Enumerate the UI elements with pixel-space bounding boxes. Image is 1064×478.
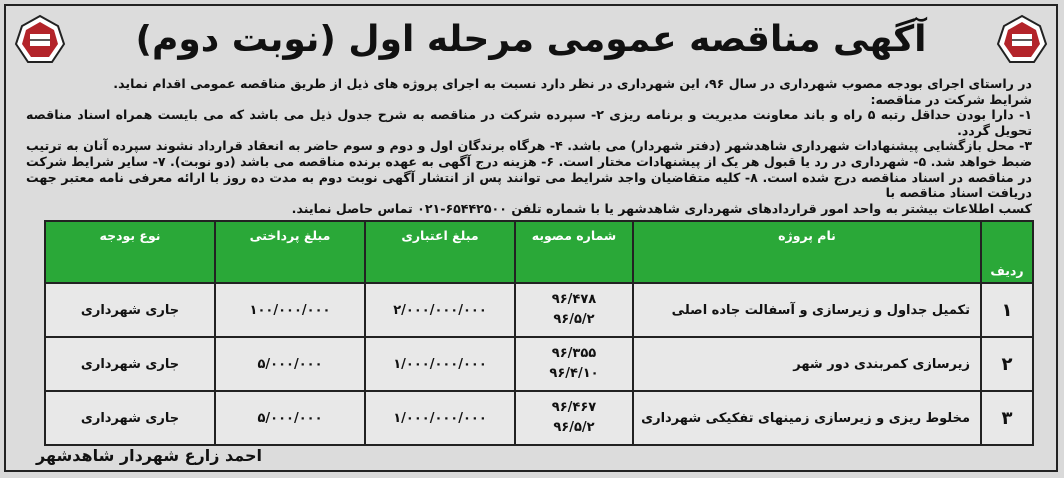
condition-1-2: ۱- دارا بودن حداقل رتبه ۵ راه و باند معاونت مدیریت و برنامه ریزی ۲- سپرده شرکت در مناقصه به شرح جدول ذیل می باشد که می بایست همراه اسناد مناقصه تحویل گردد.	[26, 107, 1032, 138]
row-number: ۲	[981, 337, 1033, 391]
municipality-logo-left	[14, 14, 66, 66]
approval-date: ۹۶/۵/۲	[553, 420, 595, 435]
approval-code: ۹۶/۴۷۸	[551, 292, 597, 307]
contact-paragraph: کسب اطلاعات بیشتر به واحد امور قراردادهای شهرداری شاهدشهر یا با شماره تلفن ۶۵۴۴۲۵۰۰-۰۲۱ تماس حاصل نمایند.	[291, 200, 1032, 216]
budget-type: جاری شهرداری	[45, 391, 215, 445]
notice-body	[26, 76, 1032, 216]
approval-number	[515, 337, 633, 391]
approval-date: ۹۶/۵/۲	[553, 312, 595, 327]
notice-title: آگهی مناقصه عمومی مرحله اول (نوبت دوم)	[135, 19, 927, 60]
credit-amount: ۲/۰۰۰/۰۰۰/۰۰۰	[365, 283, 515, 337]
approval-code: ۹۶/۴۶۷	[551, 400, 597, 415]
credit-amount: ۱/۰۰۰/۰۰۰/۰۰۰	[365, 337, 515, 391]
payment-amount: ۵/۰۰۰/۰۰۰	[215, 337, 365, 391]
approval-number	[515, 283, 633, 337]
municipality-logo-right	[996, 14, 1048, 66]
row-number: ۱	[981, 283, 1033, 337]
table-header-row	[45, 221, 1033, 283]
approval-number	[515, 391, 633, 445]
conditions-3-8: ۳- محل بازگشایی پیشنهادات شهرداری شاهدشهر (دفتر شهردار) می باشد. ۴- هرگاه برندگان اول و دوم و سوم حاضر به انعقاد قرارداد نشوند سپرده آنان به ترتیب ضبط خواهد شد. ۵- شهرداری در رد یا قبول هر یک از پیشنهادات مختار است. ۶- هزینه درج آگهی به عهده برنده مناقصه می باشد (دو نوبت). ۷- سایر شرایط شرکت در مناقصه در اسناد مناقصه درج شده است. ۸- کلیه متقاضیان واجد شرایط می توانند پس از انتشار آگهی نوبت دوم به مدت ده روز با ارائه معرفی نامه معتبر جهت دریافت اسناد مناقصه با	[26, 138, 1033, 201]
approval-code: ۹۶/۳۵۵	[551, 346, 597, 361]
budget-type: جاری شهرداری	[45, 337, 215, 391]
table-row	[45, 391, 1033, 445]
payment-amount: ۱۰۰/۰۰۰/۰۰۰	[215, 283, 365, 337]
header-row-number: ردیف	[981, 221, 1033, 283]
projects-table	[44, 220, 1034, 446]
header-approval: شماره مصوبه	[515, 221, 633, 283]
table-row	[45, 337, 1033, 391]
approval-date: ۹۶/۴/۱۰	[549, 366, 599, 381]
row-number: ۳	[981, 391, 1033, 445]
mayor-signature: احمد زارع شهردار شاهدشهر	[36, 446, 263, 465]
table-row	[45, 283, 1033, 337]
header-project: نام پروژه	[633, 221, 981, 283]
payment-amount: ۵/۰۰۰/۰۰۰	[215, 391, 365, 445]
intro-paragraph: در راستای اجرای بودجه مصوب شهرداری در سال ۹۶، این شهرداری در نظر دارد نسبت به اجرای پروژه های ذیل از طریق مناقصه عمومی اقدام نماید.	[113, 76, 1032, 91]
budget-type: جاری شهرداری	[45, 283, 215, 337]
header-budget-type: نوع بودجه	[45, 221, 215, 283]
header-payment: مبلغ پرداختی	[215, 221, 365, 283]
conditions-heading: شرایط شرکت در مناقصه:	[870, 91, 1032, 107]
credit-amount: ۱/۰۰۰/۰۰۰/۰۰۰	[365, 391, 515, 445]
header-credit: مبلغ اعتباری	[365, 221, 515, 283]
project-name: مخلوط ریزی و زیرسازی زمینهای تفکیکی شهرداری	[633, 391, 981, 445]
tender-notice	[4, 4, 1058, 472]
project-name: تکمیل جداول و زیرسازی و آسفالت جاده اصلی	[633, 283, 981, 337]
project-name: زیرسازی کمربندی دور شهر	[633, 337, 981, 391]
